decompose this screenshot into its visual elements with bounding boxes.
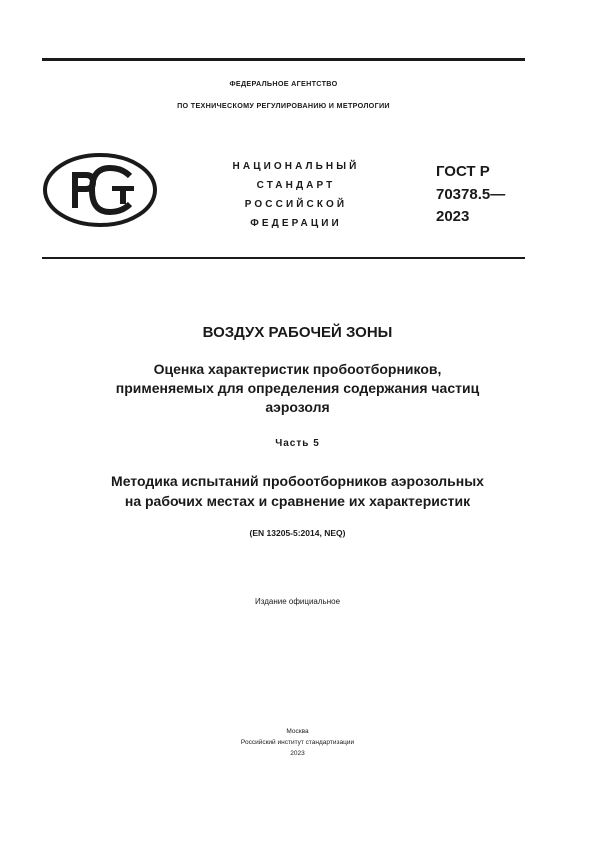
standard-type-line: РОССИЙСКОЙ [244, 199, 348, 210]
subtitle-line: Оценка характеристик пробоотборников, [153, 361, 442, 377]
part-title-line: Методика испытаний пробоотборников аэрозольных [111, 473, 484, 489]
imprint-publisher: Российский институт стандартизации [240, 739, 355, 746]
document-title: ВОЗДУХ РАБОЧЕЙ ЗОНЫ [202, 324, 393, 341]
gost-line-2: 70378.5— [436, 185, 506, 203]
imprint [30, 726, 565, 759]
agency-line-2: ПО ТЕХНИЧЕСКОМУ РЕГУЛИРОВАНИЮ И МЕТРОЛОГИИ [177, 101, 390, 110]
imprint-city: Москва [286, 728, 309, 735]
imprint-year: 2023 [290, 750, 305, 757]
subtitle-line: применяемых для определения содержания частиц [115, 380, 480, 396]
middle-rule [42, 257, 525, 259]
reference-standard: (EN 13205-5:2014, NEQ) [249, 528, 346, 538]
standard-type-line: ФЕДЕРАЦИИ [250, 218, 342, 229]
gost-line-3: 2023 [436, 208, 470, 225]
gost-designation [436, 161, 505, 229]
subtitle-line: аэрозоля [265, 399, 330, 415]
official-edition: Издание официальное [254, 597, 341, 606]
part-title-line: на рабочих местах и сравнение их характеристик [124, 493, 471, 509]
document-subtitle [30, 360, 565, 417]
standard-type [196, 157, 396, 233]
part-title [30, 471, 565, 511]
part-number: Часть 5 [275, 438, 320, 449]
standard-type-line: СТАНДАРТ [256, 180, 336, 191]
top-rule [42, 58, 525, 61]
gost-line-1: ГОСТ Р [436, 163, 490, 180]
rst-emblem-icon [42, 152, 158, 228]
standard-type-line: НАЦИОНАЛЬНЫЙ [232, 161, 360, 172]
agency-line-1: ФЕДЕРАЛЬНОЕ АГЕНТСТВО [229, 79, 338, 88]
